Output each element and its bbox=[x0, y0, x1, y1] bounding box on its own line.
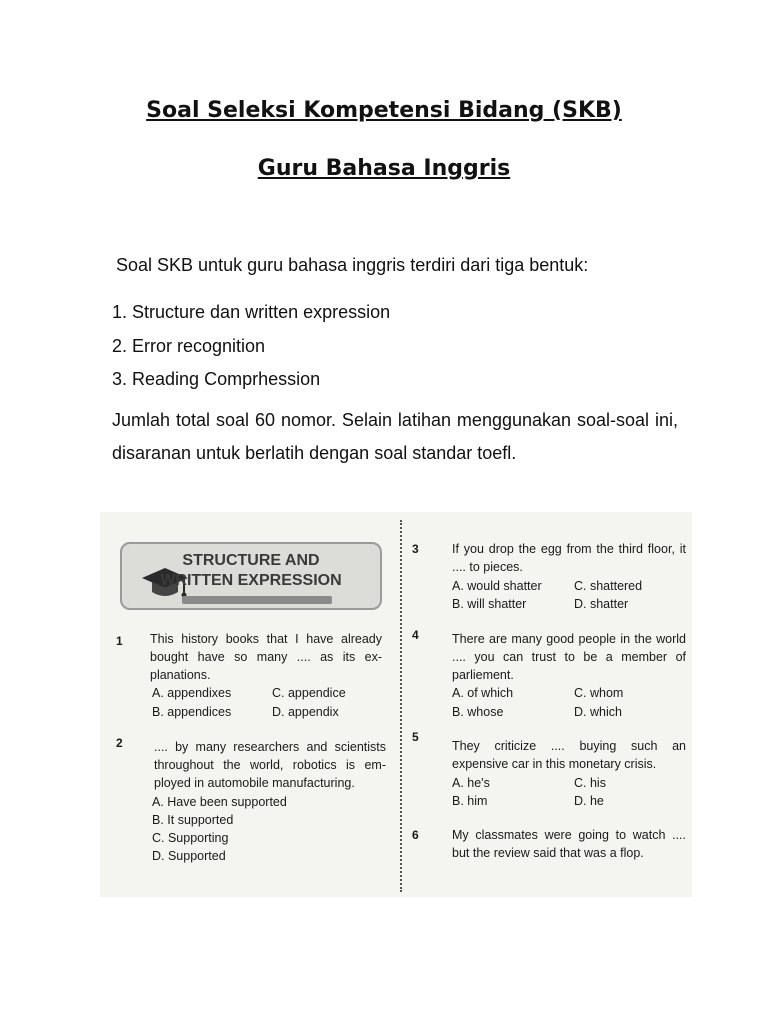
answer-option: D. appendix bbox=[272, 705, 339, 719]
answer-option: C. appendice bbox=[272, 686, 346, 700]
banner-strip bbox=[182, 596, 332, 604]
answer-option: A. appendixes bbox=[152, 686, 232, 700]
answer-option: C. his bbox=[574, 776, 606, 790]
column-divider bbox=[400, 520, 402, 892]
question-text: There are many good people in the world .... you can trust to be a member of parliement. bbox=[452, 632, 686, 682]
document-subtitle: Guru Bahasa Inggris bbox=[257, 156, 511, 181]
question-text: .... by many researchers and scientists throughout the world, robotics is em-ployed in automobile manufacturing. bbox=[154, 740, 386, 790]
answer-option: B. It supported bbox=[152, 813, 234, 827]
outline-item: 2. Error recognition bbox=[112, 335, 266, 356]
question-number: 6 bbox=[412, 828, 419, 842]
banner-title-line1: STRUCTURE AND bbox=[182, 552, 320, 569]
answer-option: B. whose bbox=[452, 705, 504, 719]
answer-option: A. Have been supported bbox=[152, 795, 287, 809]
question-number: 4 bbox=[412, 628, 419, 642]
section-outline bbox=[112, 298, 390, 399]
answer-option: D. he bbox=[574, 794, 604, 808]
question-number: 2 bbox=[116, 736, 123, 750]
question-text: My classmates were going to watch .... but the review said that was a flop. bbox=[452, 828, 686, 860]
document-title: Soal Seleksi Kompetensi Bidang (SKB) bbox=[146, 98, 622, 123]
answer-option: A. would shatter bbox=[452, 579, 542, 593]
answer-option: B. appendices bbox=[152, 705, 232, 719]
question-number: 5 bbox=[412, 730, 419, 744]
answer-option: C. Supporting bbox=[152, 831, 229, 845]
outline-item: 1. Structure dan written expression bbox=[112, 302, 391, 322]
outline-item: 3. Reading Comprhession bbox=[112, 369, 321, 389]
answer-option: B. will shatter bbox=[452, 597, 527, 611]
question-text: They criticize .... buying such an expensive car in this monetary crisis. bbox=[452, 739, 686, 771]
answer-option: B. him bbox=[452, 794, 488, 808]
question-text: This history books that I have already bought have so many .... as its ex-planations. bbox=[150, 632, 382, 682]
intro-text: Soal SKB untuk guru bahasa inggris terdiri dari tiga bentuk: bbox=[116, 255, 589, 275]
answer-option: C. whom bbox=[574, 686, 624, 700]
answer-option: D. Supported bbox=[152, 849, 226, 863]
info-paragraph: Jumlah total soal 60 nomor. Selain latihan menggunakan soal-soal ini, disaranan untuk berlatih dengan soal standar toefl. bbox=[112, 410, 678, 463]
scanned-test-sheet bbox=[100, 512, 692, 897]
question-number: 3 bbox=[412, 542, 419, 556]
section-banner bbox=[120, 542, 382, 610]
answer-option: D. shatter bbox=[574, 597, 629, 611]
answer-option: D. which bbox=[574, 705, 622, 719]
answer-option: A. he's bbox=[452, 776, 490, 790]
question-number: 1 bbox=[116, 634, 123, 648]
answer-option: A. of which bbox=[452, 686, 514, 700]
question-text: If you drop the egg from the third floor, it .... to pieces. bbox=[452, 542, 686, 574]
answer-option: C. shattered bbox=[574, 579, 643, 593]
banner-title-line2: WRITTEN EXPRESSION bbox=[160, 572, 342, 589]
